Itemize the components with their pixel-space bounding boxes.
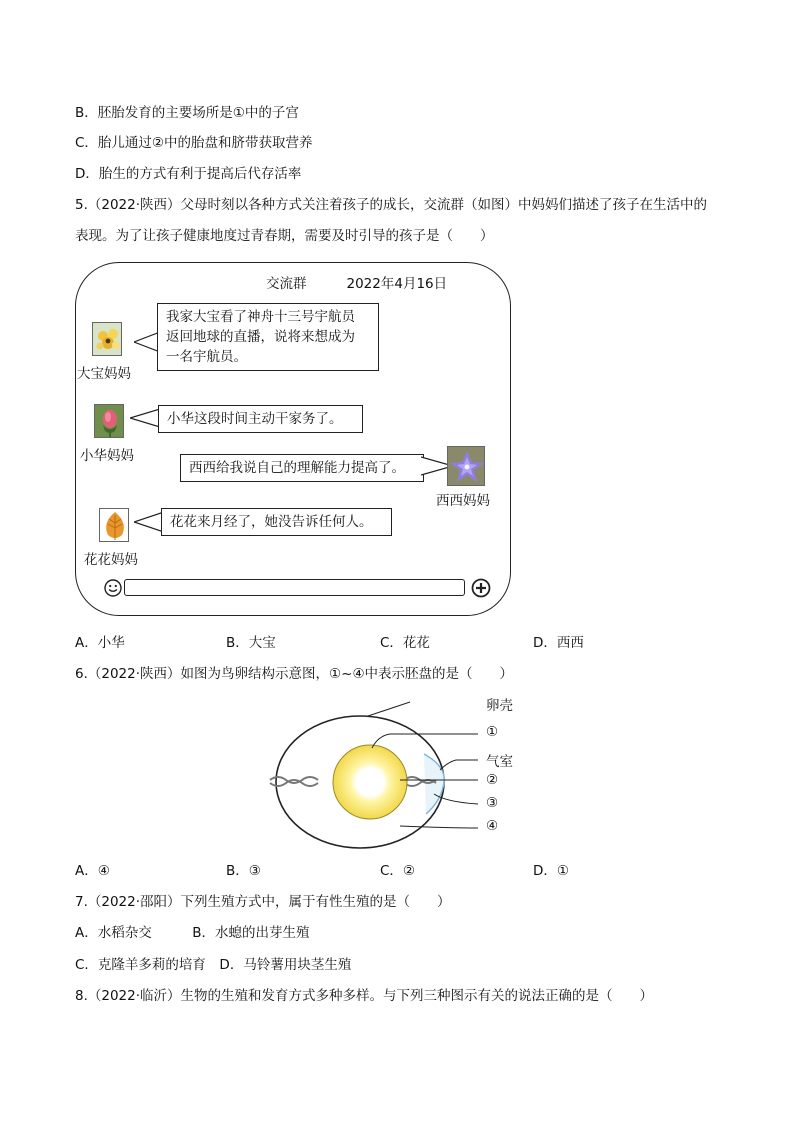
q6-option-c: C．② — [380, 863, 416, 879]
chat-title: 交流群 — [266, 276, 307, 292]
q8-stem: 8.（2022·临沂）生物的生殖和发育方式多种多样。与下列三种图示有关的说法正确的是（ ） — [75, 988, 654, 1004]
chat-header — [266, 272, 447, 292]
bird-egg-diagram — [250, 690, 570, 855]
label-2: ② — [486, 772, 499, 788]
q4-option-d: D．胎生的方式有利于提高后代存活率 — [75, 166, 302, 182]
q7-options-row2: C．克隆羊多莉的培育 D．马铃薯用块茎生殖 — [75, 957, 352, 973]
q5-stem-line1: 5.（2022·陕西）父母时刻以各种方式关注着孩子的成长，交流群（如图）中妈妈们描述了孩子在生活中的 — [75, 197, 708, 213]
plus-circle-icon[interactable] — [471, 578, 491, 598]
q5-option-d: D．西西 — [533, 635, 584, 651]
message-bubble — [180, 454, 424, 482]
smiley-icon[interactable] — [104, 579, 122, 597]
q6-option-d: D．① — [533, 863, 569, 879]
q4-option-b: B．胚胎发育的主要场所是①中的子宫 — [75, 105, 299, 121]
label-1: ① — [486, 724, 499, 740]
label-shell: 卵壳 — [486, 698, 513, 714]
message-input[interactable] — [124, 579, 465, 596]
q7-options-row1: A．水稻杂交 B．水螅的出芽生殖 — [75, 925, 310, 941]
message-bubble — [161, 508, 392, 536]
flower-photo-icon — [92, 322, 122, 356]
message-bubble — [157, 303, 379, 371]
q6-option-a: A．④ — [75, 863, 110, 879]
label-air-chamber: 气室 — [486, 754, 513, 770]
sender-name: 大宝妈妈 — [77, 366, 131, 382]
chat-date: 2022年4月16日 — [346, 276, 448, 292]
message-text: 小华这段时间主动干家务了。 — [167, 411, 343, 427]
message-text: 返回地球的直播，说将来想成为 — [166, 329, 355, 345]
message-text: 一名宇航员。 — [166, 349, 247, 365]
message-text: 西西给我说自己的理解能力提高了。 — [189, 460, 405, 476]
q5-stem-line2: 表现。为了让孩子健康地度过青春期，需要及时引导的孩子是（ ） — [75, 228, 494, 244]
sender-name: 西西妈妈 — [436, 493, 490, 509]
q5-option-c: C．花花 — [380, 635, 430, 651]
q7-stem: 7.（2022·邵阳）下列生殖方式中，属于有性生殖的是（ ） — [75, 894, 451, 910]
leaf-icon — [99, 508, 129, 542]
message-text: 花花来月经了，她没告诉任何人。 — [170, 514, 373, 530]
message-bubble — [158, 405, 363, 433]
label-4: ④ — [486, 818, 499, 834]
label-3: ③ — [486, 795, 499, 811]
q5-option-b: B．大宝 — [226, 635, 276, 651]
bellflower-icon — [447, 446, 485, 486]
sender-name: 小华妈妈 — [80, 448, 134, 464]
q4-option-c: C．胎儿通过②中的胎盘和脐带获取营养 — [75, 135, 313, 151]
sender-name: 花花妈妈 — [84, 552, 138, 568]
q6-stem: 6.（2022·陕西）如图为鸟卵结构示意图，①~④中表示胚盘的是（ ） — [75, 666, 514, 682]
q6-option-b: B．③ — [226, 863, 261, 879]
rose-bud-icon — [94, 404, 124, 438]
q5-option-a: A．小华 — [75, 635, 125, 651]
message-text: 我家大宝看了神舟十三号宇航员 — [166, 309, 355, 325]
